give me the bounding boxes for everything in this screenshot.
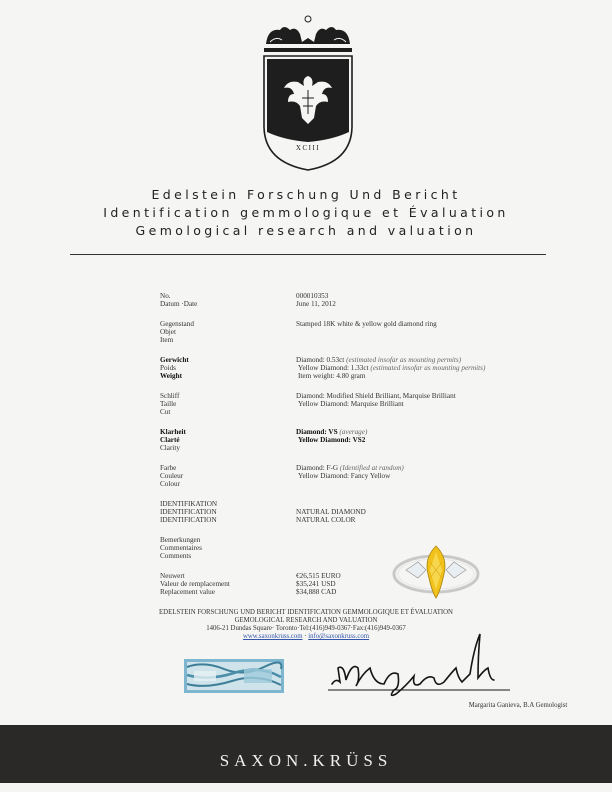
ident-label-de: IDENTIFIKATION xyxy=(160,500,218,508)
value-usd: $35,241 USD xyxy=(296,580,336,588)
weight-label-fr: Poids xyxy=(160,364,176,372)
colour-label-de: Farbe xyxy=(160,464,177,472)
ident-line-1: NATURAL DIAMOND xyxy=(296,508,366,516)
colour-line-1: Diamond: F-G (Identified at random) xyxy=(296,464,404,472)
heading-divider xyxy=(70,254,546,255)
footer-line-1: EDELSTEIN FORSCHUNG UND BERICHT IDENTIFICATION GEMMOLOGIQUE ET ÉVALUATION xyxy=(159,609,453,616)
footer-line-2: GEMOLOGICAL RESEARCH AND VALUATION xyxy=(234,617,378,624)
object-label-en: Item xyxy=(160,336,174,344)
cut-label-de: Schliff xyxy=(160,392,180,400)
ring-photo xyxy=(386,540,486,602)
cut-line-2: Yellow Diamond: Marquise Brilliant xyxy=(298,400,404,408)
comments-label-en: Comments xyxy=(160,552,192,560)
clarity-label-en: Clarity xyxy=(160,444,180,452)
ident-line-2: NATURAL COLOR xyxy=(296,516,356,524)
value-label-de: Neuwert xyxy=(160,572,185,580)
value-euro: €26,515 EURO xyxy=(296,572,341,580)
weight-label-de: Gerwicht xyxy=(160,356,189,364)
hologram-seal xyxy=(184,659,284,693)
clarity-label-fr: Clarté xyxy=(160,436,180,444)
signature xyxy=(324,628,514,700)
no-value: 000010353 xyxy=(296,292,329,300)
value-cad: $34,888 CAD xyxy=(296,588,337,596)
comments-label-de: Bemerkungen xyxy=(160,536,201,544)
weight-line-2: Yellow Diamond: 1.33ct (estimated insofar as mounting permits) xyxy=(298,364,486,372)
signatory-name: Margarita Ganieva, B.A Gemologist xyxy=(468,702,568,709)
weight-label-en: Weight xyxy=(160,372,182,380)
colour-line-2: Yellow Diamond: Fancy Yellow xyxy=(298,472,391,480)
value-label-en: Replacement value xyxy=(160,588,215,596)
weight-line-3: Item weight: 4.80 gram xyxy=(298,372,366,380)
ident-label-en: IDENTIFICATION xyxy=(160,516,217,524)
date-value: June 11, 2012 xyxy=(296,300,336,308)
heading-english: Gemological research and valuation xyxy=(135,223,477,238)
footer-line-3: 1406-21 Dundas Square· Toronto·Tel:(416)949-0367·Fax:(416)949-0367 xyxy=(206,625,406,632)
cut-label-fr: Taille xyxy=(160,400,177,408)
footer-contacts: www.saxonkruss.com · info@saxonkruss.com xyxy=(242,633,370,640)
email-link[interactable]: info@saxonkruss.com xyxy=(308,633,370,640)
ident-label-fr: IDENTIFICATION xyxy=(160,508,217,516)
object-value: Stamped 18K white & yellow gold diamond ring xyxy=(296,320,437,328)
comments-label-fr: Commentaires xyxy=(160,544,202,552)
weight-line-1: Diamond: 0.53ct (estimated insofar as mounting permits) xyxy=(296,356,462,364)
crest-numeral: XCIII xyxy=(295,144,321,152)
cut-line-1: Diamond: Modified Shield Brilliant, Marquise Brilliant xyxy=(296,392,456,400)
brand-name: SAXON.KRÜSS xyxy=(219,751,393,770)
colour-label-fr: Couleur xyxy=(160,472,184,480)
clarity-label-de: Klarheit xyxy=(160,428,186,436)
heading-french: Identification gemmologique et Évaluation xyxy=(103,205,509,220)
object-label-de: Gegenstand xyxy=(160,320,194,328)
no-label: No. xyxy=(160,292,171,300)
clarity-line-1: Diamond: VS (average) xyxy=(296,428,368,436)
colour-label-en: Colour xyxy=(160,480,180,488)
cut-label-en: Cut xyxy=(160,408,171,416)
value-label-fr: Valeur de remplacement xyxy=(160,580,230,588)
clarity-line-2: Yellow Diamond: VS2 xyxy=(298,436,366,444)
date-label: Datum ·Date xyxy=(160,300,198,308)
website-link[interactable]: www.saxonkruss.com xyxy=(242,633,303,640)
heading-german: Edelstein Forschung Und Bericht xyxy=(151,187,461,202)
object-label-fr: Objet xyxy=(160,328,176,336)
